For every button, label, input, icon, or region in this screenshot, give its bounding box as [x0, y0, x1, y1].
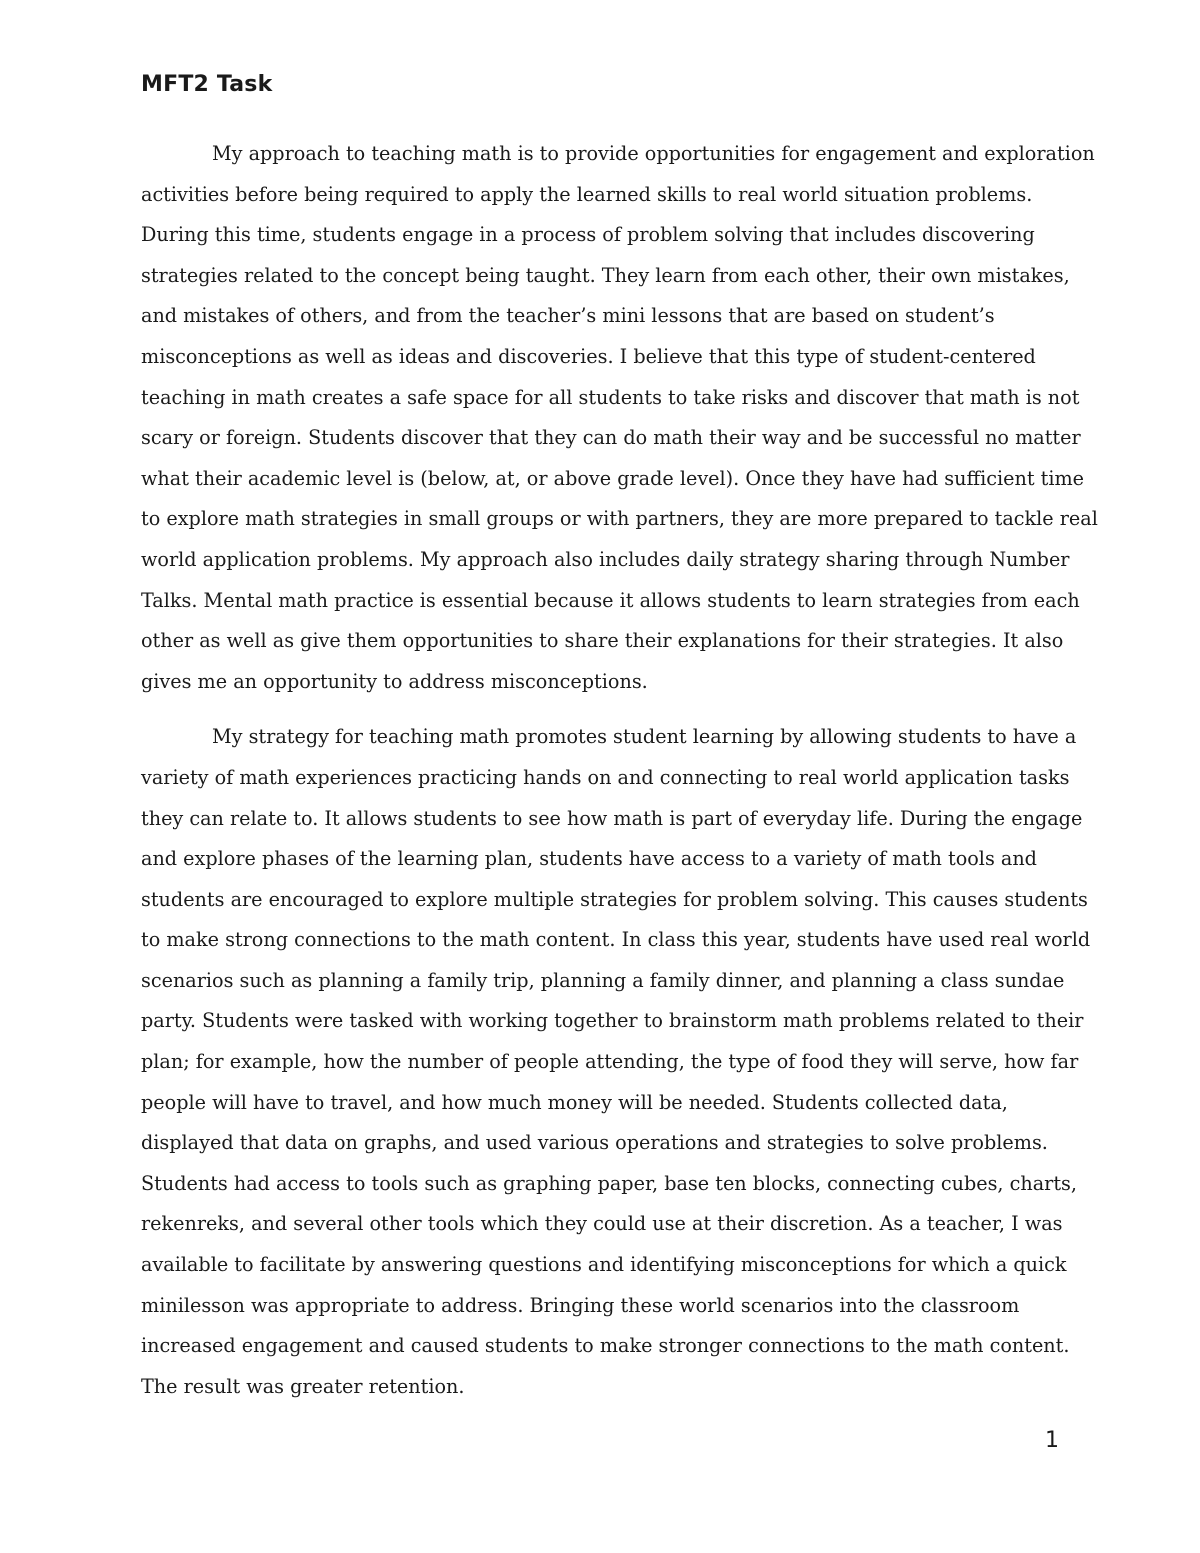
paragraph-line: world application problems. My approach also includes daily strategy sharing through Number: [141, 547, 1070, 571]
paragraph-line: The result was greater retention.: [141, 1374, 465, 1398]
page-number: 1: [1045, 1428, 1059, 1453]
paragraph-line: they can relate to. It allows students to see how math is part of everyday life. During the engage: [141, 806, 1083, 830]
paragraph-line: to make strong connections to the math content. In class this year, students have used real world: [141, 928, 1091, 952]
paragraph-2: [141, 717, 1091, 1407]
paragraph-line: Students had access to tools such as graphing paper, base ten blocks, connecting cubes, charts,: [141, 1171, 1077, 1195]
paragraph-line: available to facilitate by answering questions and identifying misconceptions for which a quick: [141, 1253, 1067, 1277]
paragraph-line: activities before being required to apply the learned skills to real world situation problems.: [141, 182, 1033, 206]
paragraph-line: scary or foreign. Students discover that they can do math their way and be successful no matter: [141, 426, 1081, 450]
paragraph-1: [141, 134, 1098, 702]
paragraph-line: variety of math experiences practicing hands on and connecting to real world application tasks: [141, 765, 1070, 789]
paragraph-line: rekenreks, and several other tools which they could use at their discretion. As a teacher, I was: [141, 1212, 1063, 1236]
paragraph-line: teaching in math creates a safe space for all students to take risks and discover that math is not: [141, 385, 1080, 409]
paragraph-line: Talks. Mental math practice is essential because it allows students to learn strategies from each: [141, 588, 1080, 612]
paragraph-line: other as well as give them opportunities to share their explanations for their strategies. It also: [141, 629, 1064, 653]
document-title: MFT2 Task: [141, 72, 273, 97]
paragraph-line: and explore phases of the learning plan, students have access to a variety of math tools and: [141, 847, 1037, 871]
paragraph-line: My approach to teaching math is to provide opportunities for engagement and exploration: [212, 142, 1095, 165]
paragraph-line: minilesson was appropriate to address. Bringing these world scenarios into the classroom: [141, 1293, 1020, 1317]
document-body: [141, 134, 1098, 1422]
paragraph-line: scenarios such as planning a family trip, planning a family dinner, and planning a class sundae: [141, 968, 1065, 992]
paragraph-line: what their academic level is (below, at, or above grade level). Once they have had sufficient time: [141, 466, 1085, 490]
paragraph-line: and mistakes of others, and from the teacher’s mini lessons that are based on student’s: [141, 304, 995, 328]
paragraph-line: plan; for example, how the number of people attending, the type of food they will serve, how far: [141, 1050, 1079, 1074]
paragraph-line: misconceptions as well as ideas and discoveries. I believe that this type of student-centered: [141, 344, 1036, 368]
paragraph-line: party. Students were tasked with working together to brainstorm math problems related to their: [141, 1009, 1084, 1033]
paragraph-line: My strategy for teaching math promotes student learning by allowing students to have a: [212, 725, 1077, 749]
paragraph-line: strategies related to the concept being taught. They learn from each other, their own mistakes,: [141, 263, 1070, 287]
paragraph-line: students are encouraged to explore multiple strategies for problem solving. This causes students: [141, 887, 1088, 911]
paragraph-line: displayed that data on graphs, and used various operations and strategies to solve problems.: [141, 1131, 1048, 1155]
paragraph-line: During this time, students engage in a process of problem solving that includes discovering: [141, 223, 1035, 247]
paragraph-line: to explore math strategies in small groups or with partners, they are more prepared to tackle real: [141, 507, 1098, 531]
paragraph-line: increased engagement and caused students to make stronger connections to the math content.: [141, 1334, 1070, 1358]
paragraph-line: people will have to travel, and how much money will be needed. Students collected data,: [141, 1090, 1008, 1114]
paragraph-line: gives me an opportunity to address misconceptions.: [141, 669, 648, 693]
